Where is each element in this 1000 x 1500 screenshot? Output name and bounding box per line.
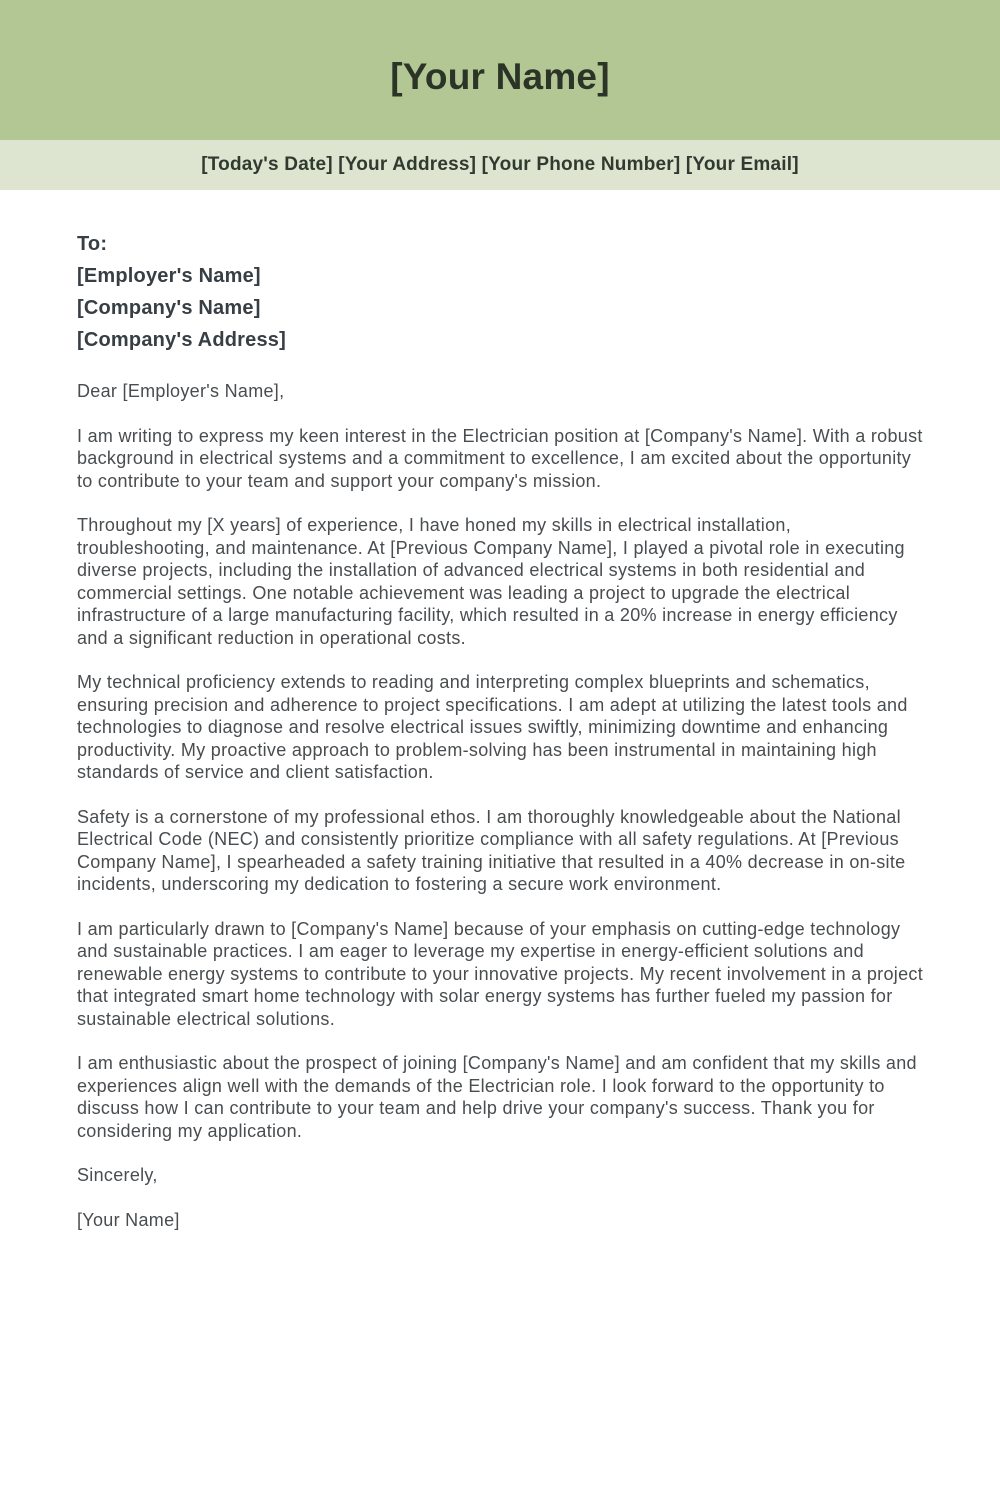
salutation-line: Dear [Employer's Name], (77, 381, 285, 401)
letter-paragraph-safety: Safety is a cornerstone of my professional ethos. I am thoroughly knowledgeable about the National Electrical Code (NEC) and consistently prioritize compliance with all safety regulations. At [Previous Company Name], I spearheaded a safety training initiative that resulted in a 40% decrease in on-site incidents, underscoring my dedication to fostering a secure work environment. (77, 806, 906, 894)
signature-name: [Your Name] (77, 1209, 180, 1230)
recipient-employer-name: [Employer's Name] (77, 265, 261, 287)
letter-paragraph-experience: Throughout my [X years] of experience, I have honed my skills in electrical installation, troubleshooting, and maintenance. At [Previous Company Name], I played a pivotal role in executing diverse projects, including the installation of advanced electrical systems in both residential and commercial settings. One notable achievement was leading a project to upgrade the electrical infrastructure of a large manufacturing facility, which resulted in a 20% increase in energy efficiency and a significant reduction in operational costs. (77, 515, 905, 648)
letter-body (0, 190, 1000, 1231)
closing-line: Sincerely, (77, 1165, 158, 1185)
contact-info-band (0, 140, 1000, 190)
applicant-name-title: [Your Name] (390, 56, 610, 97)
recipient-block (77, 228, 924, 356)
recipient-company-name: [Company's Name] (77, 297, 261, 319)
contact-info-line: [Today's Date] [Your Address] [Your Phone Number] [Your Email] (201, 154, 799, 175)
header-band (0, 0, 1000, 140)
recipient-company-address: [Company's Address] (77, 329, 286, 351)
letter-paragraph-intro: I am writing to express my keen interest in the Electrician position at [Company's Name]. With a robust background in electrical systems and a commitment to excellence, I am excited about the opportunity to contribute to your team and support your company's mission. (77, 425, 923, 491)
letter-paragraph-conclusion: I am enthusiastic about the prospect of joining [Company's Name] and am confident that my skills and experiences align well with the demands of the Electrician role. I look forward to the opportunity to discuss how I can contribute to your team and help drive your company's success. Thank you for considering my application. (77, 1053, 917, 1141)
letter-paragraph-company-interest: I am particularly drawn to [Company's Name] because of your emphasis on cutting-edge technology and sustainable practices. I am eager to leverage my expertise in energy-efficient solutions and renewable energy systems to contribute to your innovative projects. My recent involvement in a project that integrated smart home technology with solar energy systems has further fueled my passion for sustainable electrical solutions. (77, 918, 923, 1029)
letter-paragraph-technical-skills: My technical proficiency extends to reading and interpreting complex blueprints and schematics, ensuring precision and adherence to project specifications. I am adept at utilizing the latest tools and technologies to diagnose and resolve electrical issues swiftly, minimizing downtime and enhancing productivity. My proactive approach to problem-solving has been instrumental in maintaining high standards of service and client satisfaction. (77, 672, 908, 782)
recipient-to-label: To: (77, 233, 108, 255)
